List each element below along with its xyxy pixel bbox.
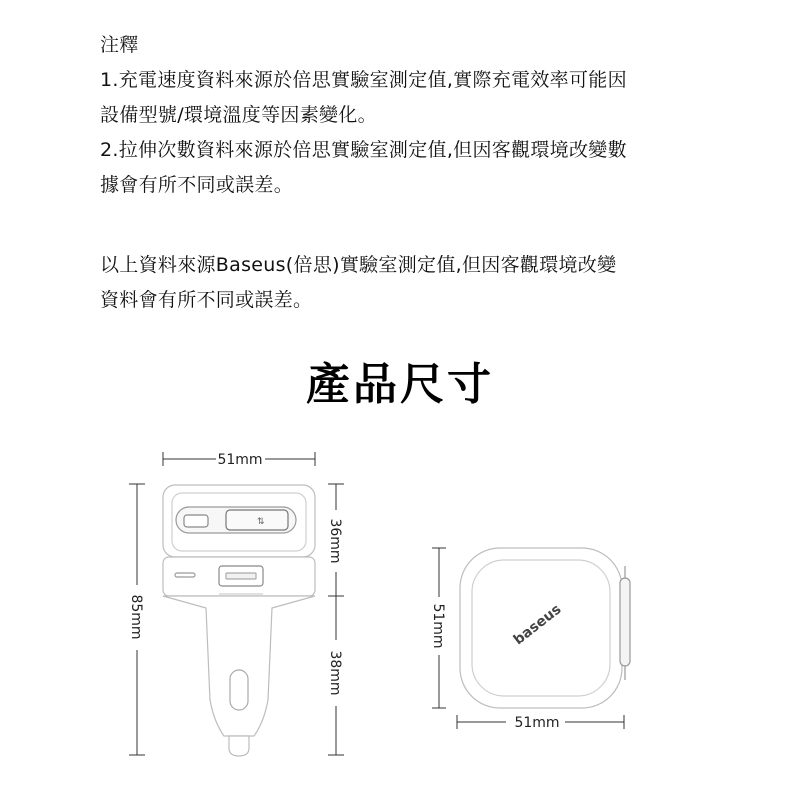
notes-heading: 注釋 — [100, 34, 139, 56]
width-label: 51mm — [217, 452, 263, 468]
round-width-label: 51mm — [514, 715, 560, 731]
brand-logo: baseus — [510, 601, 565, 649]
indicator-slot — [175, 573, 195, 577]
source-note-line-2: 資料會有所不同或誤差。 — [100, 289, 313, 311]
note-line-3: 2.拉伸次數資料來源於倍思實驗室測定值,但因客觀環境改變數 — [100, 139, 627, 161]
total-height-label: 85mm — [128, 594, 144, 640]
source-note-line-1: 以上資料來源Baseus(倍思)實驗室測定值,但因客觀環境改變 — [100, 254, 617, 276]
plug-body — [163, 596, 315, 736]
note-line-2: 設備型號/環境溫度等因素變化。 — [100, 104, 377, 126]
cable-exit — [620, 578, 630, 666]
tip-contact — [229, 736, 249, 756]
section-title: 產品尺寸 — [306, 359, 494, 410]
charger-side-view — [163, 485, 315, 756]
bottom-height-label: 38mm — [327, 650, 343, 696]
note-line-4: 據會有所不同或誤差。 — [100, 174, 294, 196]
round-height-label: 51mm — [430, 603, 446, 649]
top-height-label: 36mm — [327, 518, 343, 564]
note-line-1: 1.充電速度資料來源於倍思實驗室測定值,實際充電效率可能因 — [100, 69, 627, 91]
side-spring-contact — [230, 670, 248, 710]
svg-text:⇅: ⇅ — [257, 517, 265, 527]
